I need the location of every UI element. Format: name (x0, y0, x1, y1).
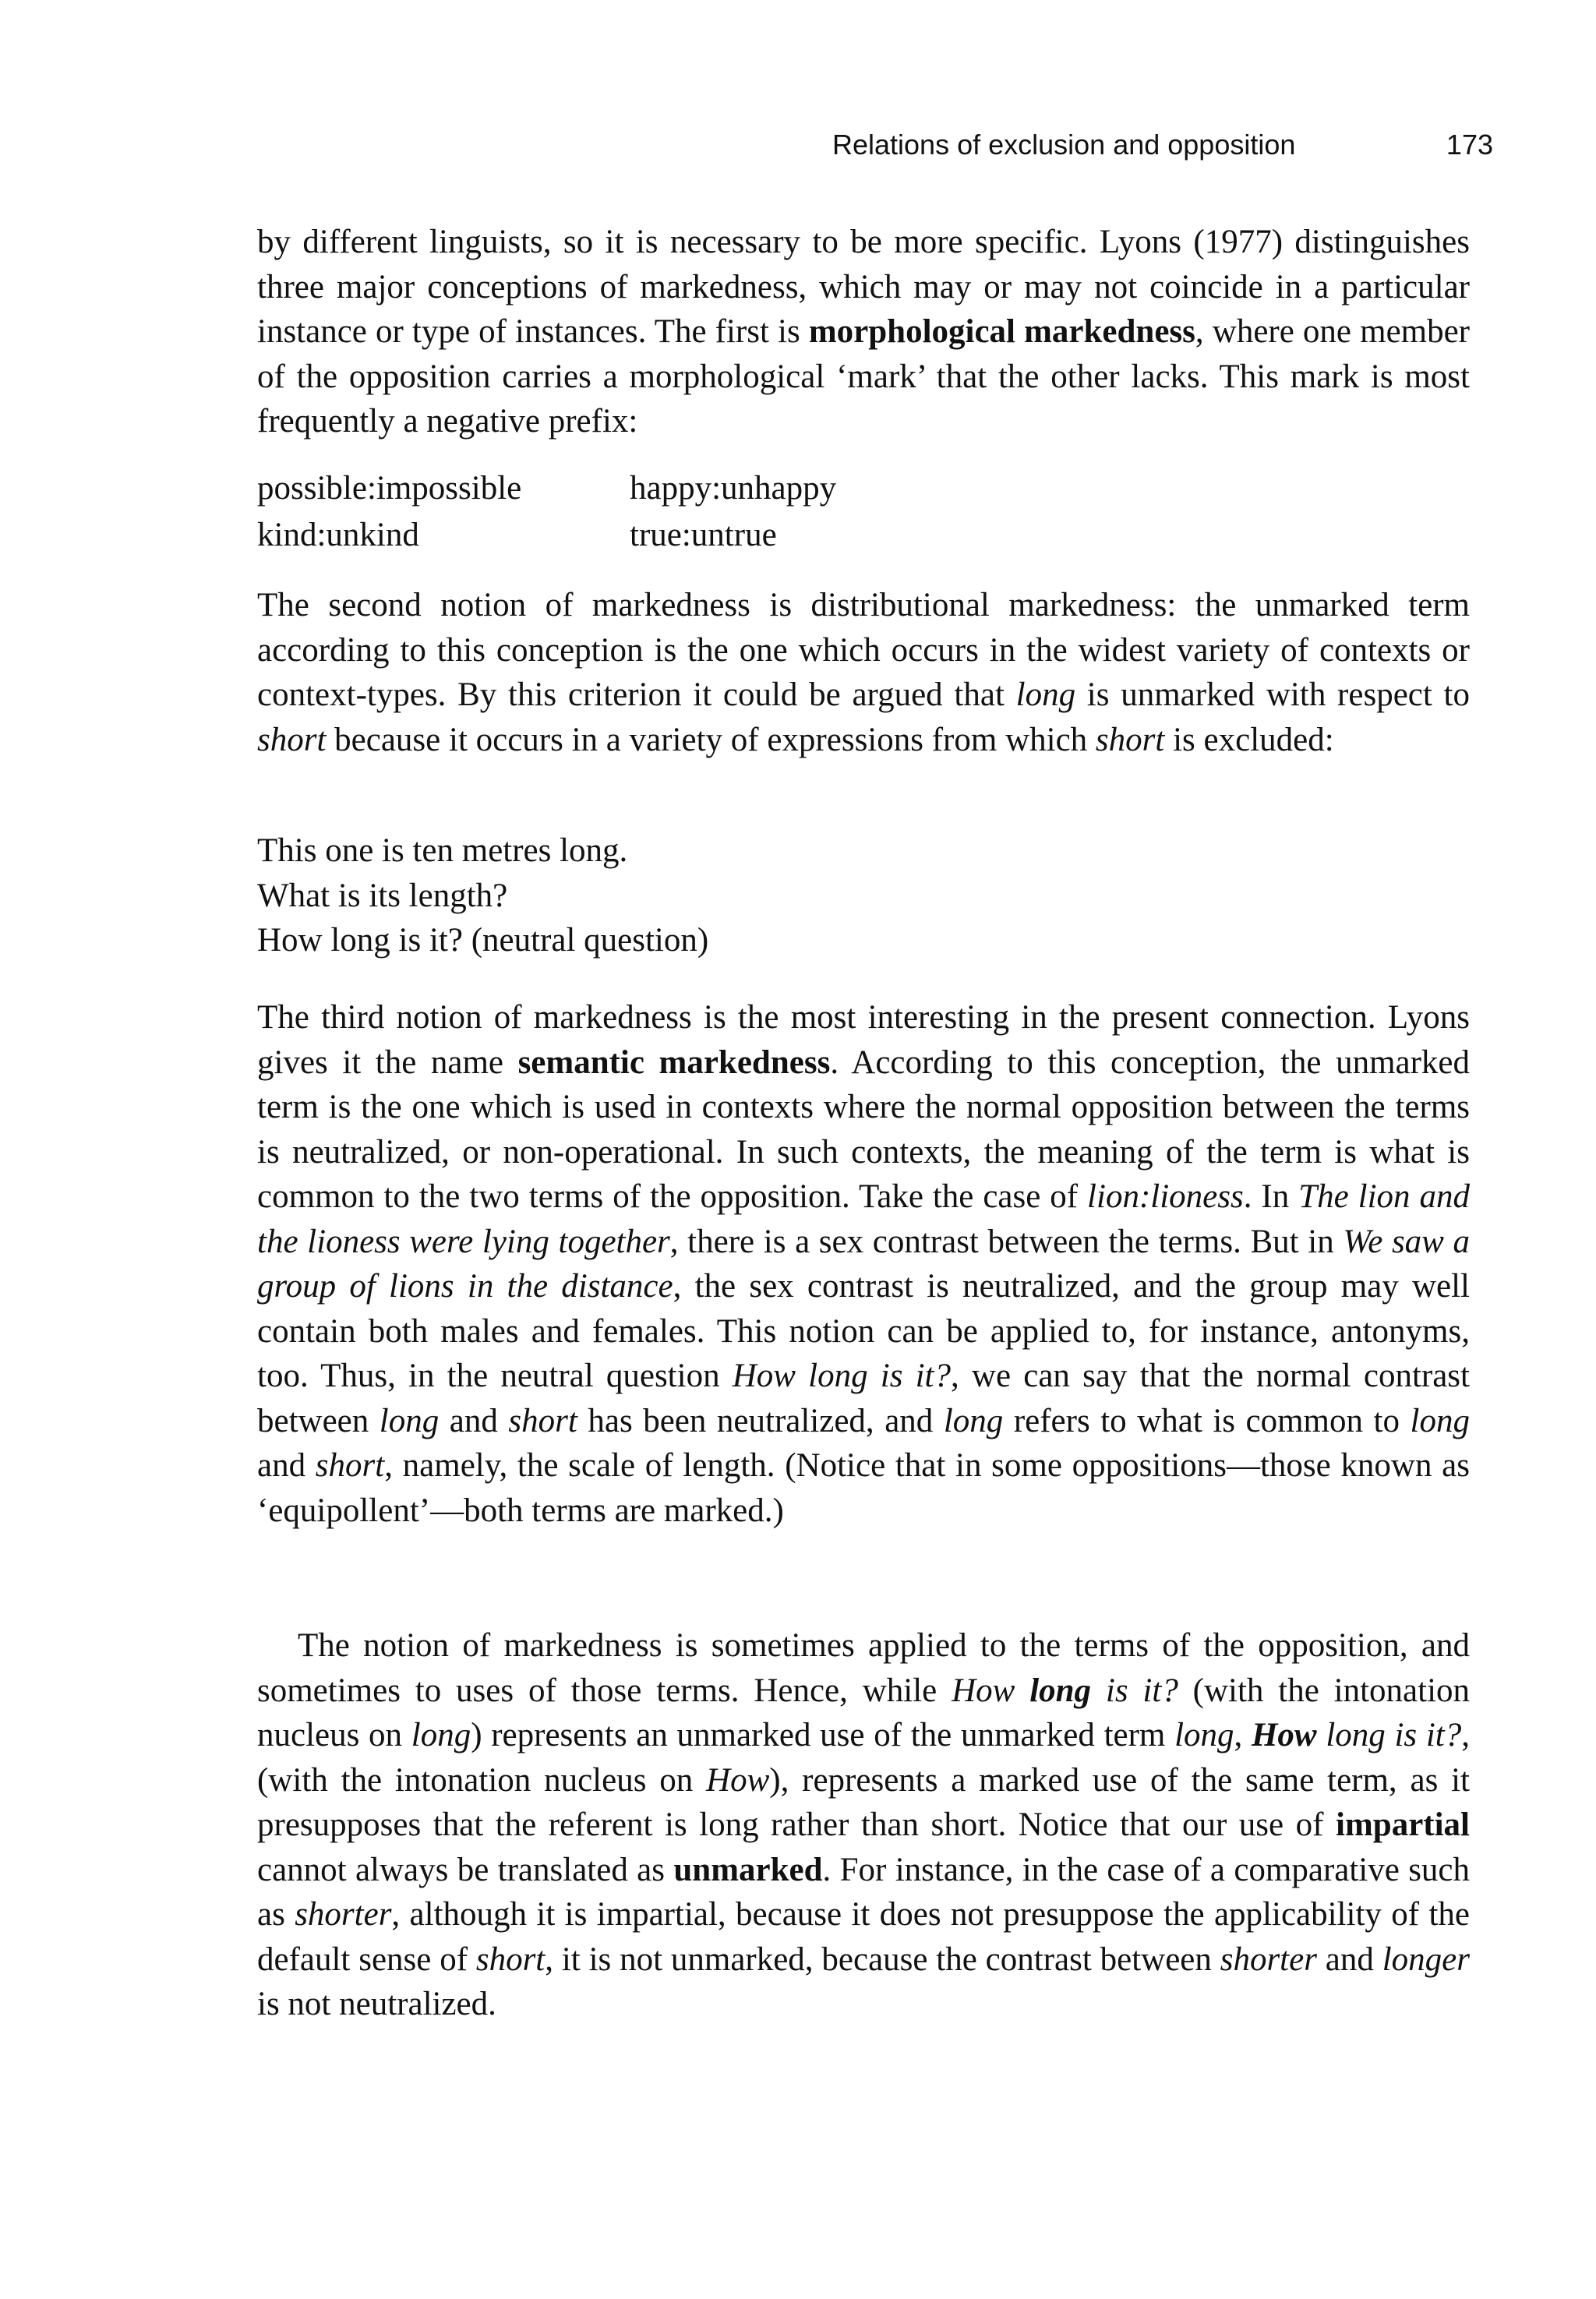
term-impartial: impartial (1336, 1806, 1470, 1843)
length-examples (257, 828, 1470, 963)
paragraph-semantic: The third notion of markedness is the most interesting in the present connection. Lyons gives it the name semantic markedness. According to this conception, the unmarked term is the one which is used in contexts where the normal opposition between the terms is neutralized, or non-operational. In such contexts, the meaning of the term is what is common to the two terms of the opposition. Take the case of lion:lioness. In The lion and the lioness were lying together, there is a sex contrast between the terms. But in We saw a group of lions in the distance, the sex contrast is neutralized, and the group may well contain both males and females. This notion can be applied to, for instance, antonyms, too. Thus, in the neutral question How long is it?, we can say that the normal contrast between long and short has been neutralized, and long refers to what is common to long and short, namely, the scale of length. (Notice that in some oppositions—those known as ‘equipollent’—both terms are marked.) (257, 999, 1471, 1529)
example-row: kind:unkind true:untrue (257, 517, 777, 553)
running-header (832, 129, 1493, 175)
paragraph-distributional: The second notion of markedness is distributional markedness: the unmarked term according to this conception is the one which occurs in the widest variety of contexts or context-types. By this criterion it could be argued that long is unmarked with respect to short because it occurs in a variety of expressions from which short is excluded: (257, 587, 1470, 758)
example-row: possible:impossible happy:unhappy (257, 470, 837, 507)
example-line: What is its length? (257, 877, 508, 914)
example-line: This one is ten metres long. (257, 832, 628, 869)
running-title: Relations of exclusion and opposition (832, 129, 1296, 161)
term-semantic-markedness: semantic markedness (517, 1044, 831, 1081)
paragraph-uses: The notion of markedness is sometimes applied to the terms of the opposition, and sometimes to uses of those terms. Hence, while How long is it? (with the intonation nucleus on long) represents an unmarked use of the unmarked term long, How long is it?, (with the intonation nucleus on How), represents a marked use of the same term, as it presupposes that the referent is long rather than short. Notice that our use of impartial cannot always be translated as unmarked. For instance, in the case of a comparative such as shorter, although it is impartial, because it does not presuppose the applicability of the default sense of short, it is not unmarked, because the contrast between shorter and longer is not neutralized. (257, 1627, 1471, 2022)
paragraph-morphological: by different linguists, so it is necessary to be more specific. Lyons (1977) distinguishes three major conceptions of markedness, which may or may not coincide in a particular instance or type of instances. The first is morphological markedness, where one member of the opposition carries a morphological ‘mark’ that the other lacks. This mark is most frequently a negative prefix: (257, 224, 1471, 440)
term-unmarked: unmarked (673, 1851, 823, 1888)
prefix-examples (257, 465, 1036, 559)
page-number: 173 (1446, 129, 1493, 161)
example-line: How long is it? (neutral question) (257, 922, 709, 959)
term-morphological-markedness: morphological markedness (808, 313, 1195, 350)
